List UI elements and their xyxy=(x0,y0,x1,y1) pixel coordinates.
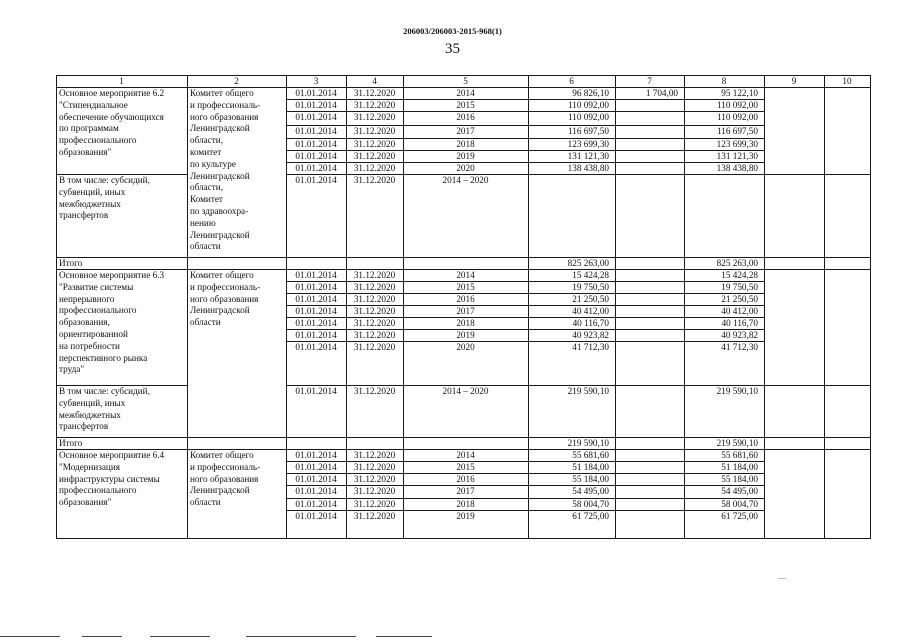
r-date-end: 31.12.2020 xyxy=(353,461,396,472)
r-date-end: 31.12.2020 xyxy=(353,317,396,328)
r-total: 61 725,00 xyxy=(572,510,609,521)
grid-line xyxy=(187,449,188,538)
r-date-end: 31.12.2020 xyxy=(353,510,396,521)
r-year: 2014 xyxy=(456,87,475,98)
executor-line: комитет xyxy=(190,147,222,157)
r-date-start: 01.01.2014 xyxy=(295,162,337,173)
total-value: 825 263,00 xyxy=(716,257,758,268)
executor-line: нению xyxy=(190,217,216,228)
executor-line: по культуре xyxy=(190,158,236,169)
measure-title-line: образования, xyxy=(59,317,110,328)
grid-line xyxy=(615,269,616,449)
measure-title-line: по программам xyxy=(59,123,119,134)
r-year: 2018 xyxy=(456,317,475,328)
grid-line xyxy=(528,75,529,87)
executor-line: и профессиональ- xyxy=(190,281,261,292)
r-total: 110 092,00 xyxy=(567,99,609,110)
total-value: 219 590,10 xyxy=(716,437,758,448)
grid-line xyxy=(403,87,404,269)
r-date-start: 01.01.2014 xyxy=(295,329,337,340)
measure-title-line: инфраструктуры системы xyxy=(59,473,160,484)
r-federal: 1 704,00 xyxy=(645,87,678,98)
grid-line xyxy=(824,449,825,538)
grid-line xyxy=(824,87,825,269)
r-date-start: 01.01.2014 xyxy=(295,473,337,484)
r-total: 41 712,30 xyxy=(572,341,609,352)
measure-title-line: Основное мероприятие 6.3 xyxy=(59,270,165,280)
subsidy-line: субвенций, иных xyxy=(59,186,126,197)
r-total: 110 092,00 xyxy=(567,111,609,122)
measure-title-line: на потребности xyxy=(59,340,120,351)
column-header: 10 xyxy=(842,75,852,86)
measure-title-line: Основное мероприятие 6.2 xyxy=(59,88,165,98)
r-date-end: 31.12.2020 xyxy=(353,99,396,110)
grid-line xyxy=(764,75,765,87)
r-regional: 40 116,70 xyxy=(721,317,758,328)
measure-title-line: "Модернизация xyxy=(59,461,120,472)
r-date-end: 31.12.2020 xyxy=(353,473,396,484)
r-year: 2019 xyxy=(456,510,475,521)
r-date-end: 31.12.2020 xyxy=(353,111,396,122)
r-regional: 55 184,00 xyxy=(721,473,758,484)
r-year: 2014 xyxy=(456,269,475,280)
measure-title-line: обеспечение обучающихся xyxy=(59,111,164,122)
scan-mark xyxy=(778,578,786,579)
r-regional: 54 495,00 xyxy=(721,485,758,496)
executor-line: Комитет общего xyxy=(190,450,254,460)
executor-line: Комитет общего xyxy=(190,270,254,280)
r-regional: 123 699,30 xyxy=(716,138,758,149)
executor-line: Ленинградской xyxy=(190,229,250,240)
executor-line: ного образования xyxy=(190,111,259,122)
r-date-start: 01.01.2014 xyxy=(295,125,337,136)
r-regional: 19 750,50 xyxy=(721,281,758,292)
r-year: 2015 xyxy=(456,461,475,472)
r-total: 55 681,60 xyxy=(572,449,609,460)
executor-line: области xyxy=(190,317,221,328)
r-total: 40 923,82 xyxy=(572,329,609,340)
r-regional: 138 438,80 xyxy=(716,162,758,173)
r-date-end: 31.12.2020 xyxy=(353,125,396,136)
grid-line xyxy=(870,75,871,538)
total-label: Итого xyxy=(59,257,83,268)
subsidy-line: трансфертов xyxy=(59,210,109,221)
executor-line: Ленинградской xyxy=(190,123,250,134)
r-year: 2019 xyxy=(456,150,475,161)
grid-line xyxy=(187,257,188,269)
executor-line: области, xyxy=(190,182,224,193)
executor-line: Ленинградской xyxy=(190,305,250,316)
total-value: 825 263,00 xyxy=(567,257,609,268)
document-id: 206003/206003-2015-968(1) xyxy=(403,26,502,36)
grid-line xyxy=(187,437,188,449)
r-date-end: 31.12.2020 xyxy=(353,305,396,316)
grid-line xyxy=(764,449,765,538)
measure-title-line: труда" xyxy=(59,364,85,375)
subsidy-line: межбюджетных xyxy=(59,198,121,209)
measure-title-line: ориентированной xyxy=(59,329,128,339)
grid-line xyxy=(764,269,765,449)
executor-line: ного образования xyxy=(190,473,259,484)
r-total: 21 250,50 xyxy=(572,293,609,304)
footer-rule xyxy=(150,636,210,637)
r-date-end: 31.12.2020 xyxy=(353,150,396,161)
r-date-start: 01.01.2014 xyxy=(295,281,337,292)
r-date-start: 01.01.2014 xyxy=(295,99,337,110)
r-date-start: 01.01.2014 xyxy=(295,461,337,472)
r-regional: 95 122,10 xyxy=(721,87,758,98)
r-year: 2016 xyxy=(456,473,475,484)
grid-line xyxy=(824,269,825,449)
subsidy-line: субвенций, иных xyxy=(59,397,126,408)
grid-line xyxy=(56,538,871,539)
footer-rule xyxy=(0,636,60,637)
subsidy-r-total: 219 590,10 xyxy=(567,385,609,396)
grid-line xyxy=(528,269,529,449)
column-header: 8 xyxy=(721,75,727,86)
executor-line: Комитет общего xyxy=(190,88,254,98)
r-total: 55 184,00 xyxy=(572,473,609,484)
r-total: 51 184,00 xyxy=(572,461,609,472)
executor-line: и профессиональ- xyxy=(190,461,261,472)
grid-line xyxy=(56,75,57,538)
grid-line xyxy=(187,269,188,437)
grid-line xyxy=(528,449,529,538)
grid-line xyxy=(346,449,347,538)
executor-line: Ленинградской xyxy=(190,170,250,181)
total-label: Итого xyxy=(59,437,83,448)
page-number: 35 xyxy=(445,41,460,57)
executor-line: области xyxy=(190,497,221,508)
r-date-start: 01.01.2014 xyxy=(295,293,337,304)
r-regional: 116 697,50 xyxy=(716,125,758,136)
measure-title-line: профессионального xyxy=(59,305,137,316)
grid-line xyxy=(403,449,404,538)
r-year: 2017 xyxy=(456,305,475,316)
grid-line xyxy=(187,75,188,87)
r-date-start: 01.01.2014 xyxy=(295,87,337,98)
r-date-end: 31.12.2020 xyxy=(353,138,396,149)
measure-title-line: образования" xyxy=(59,497,112,508)
r-total: 15 424,28 xyxy=(572,269,609,280)
grid-line xyxy=(346,75,347,87)
measure-title-line: профессионального xyxy=(59,135,137,146)
subsidy-r-regional: 219 590,10 xyxy=(716,385,758,396)
column-header: 7 xyxy=(647,75,652,86)
grid-line xyxy=(615,87,616,269)
grid-line xyxy=(403,75,404,87)
executor-line: ного образования xyxy=(190,293,259,304)
column-header: 2 xyxy=(234,75,239,86)
r-total: 138 438,80 xyxy=(567,162,609,173)
r-year: 2014 xyxy=(456,449,475,460)
r-year: 2015 xyxy=(456,281,475,292)
r-total: 40 116,70 xyxy=(572,317,609,328)
r-regional: 110 092,00 xyxy=(716,99,758,110)
r-date-end: 31.12.2020 xyxy=(353,269,396,280)
column-header: 4 xyxy=(372,75,377,86)
r-regional: 131 121,30 xyxy=(716,150,758,161)
subsidy-r-date-end: 31.12.2020 xyxy=(353,174,396,185)
r-regional: 51 184,00 xyxy=(721,461,758,472)
r-regional: 40 923,82 xyxy=(721,329,758,340)
grid-line xyxy=(403,269,404,449)
r-date-start: 01.01.2014 xyxy=(295,317,337,328)
r-total: 96 826,10 xyxy=(572,87,609,98)
r-date-end: 31.12.2020 xyxy=(353,485,396,496)
grid-line xyxy=(187,87,188,257)
subsidy-r-date-start: 01.01.2014 xyxy=(295,174,337,185)
r-date-end: 31.12.2020 xyxy=(353,293,396,304)
r-year: 2016 xyxy=(456,111,475,122)
r-year: 2018 xyxy=(456,498,475,509)
r-regional: 15 424,28 xyxy=(721,269,758,280)
subsidy-line: трансфертов xyxy=(59,421,109,432)
column-header: 3 xyxy=(313,75,319,86)
r-regional: 110 092,00 xyxy=(716,111,758,122)
grid-line xyxy=(346,87,347,269)
r-date-end: 31.12.2020 xyxy=(353,341,396,352)
grid-line xyxy=(286,269,287,449)
executor-line: области, xyxy=(190,135,224,146)
grid-line xyxy=(286,87,287,269)
executor-line: области xyxy=(190,241,221,252)
r-regional: 55 681,60 xyxy=(721,449,758,460)
column-header: 6 xyxy=(569,75,574,86)
measure-title-line: непрерывного xyxy=(59,293,115,304)
r-date-start: 01.01.2014 xyxy=(295,498,337,509)
r-year: 2019 xyxy=(456,329,475,340)
r-total: 58 004,70 xyxy=(572,498,609,509)
r-date-start: 01.01.2014 xyxy=(295,269,337,280)
r-year: 2017 xyxy=(456,485,475,496)
grid-line xyxy=(286,75,287,87)
grid-line xyxy=(824,75,825,87)
r-total: 123 699,30 xyxy=(567,138,609,149)
r-regional: 58 004,70 xyxy=(721,498,758,509)
r-regional: 41 712,30 xyxy=(721,341,758,352)
grid-line xyxy=(286,449,287,538)
r-total: 40 412,00 xyxy=(572,305,609,316)
grid-line xyxy=(346,269,347,449)
grid-line xyxy=(684,75,685,87)
r-date-start: 01.01.2014 xyxy=(295,111,337,122)
measure-title-line: "Стипендиальное xyxy=(59,99,128,110)
r-regional: 21 250,50 xyxy=(721,293,758,304)
subsidy-r-date-start: 01.01.2014 xyxy=(295,385,337,396)
executor-line: Ленинградской xyxy=(190,485,250,496)
r-total: 19 750,50 xyxy=(572,281,609,292)
r-year: 2015 xyxy=(456,99,475,110)
measure-title-line: "Развитие системы xyxy=(59,281,134,292)
subsidy-r-year: 2014 – 2020 xyxy=(442,385,489,396)
r-date-end: 31.12.2020 xyxy=(353,449,396,460)
budget-table xyxy=(56,75,870,538)
r-year: 2020 xyxy=(456,162,475,173)
subsidy-r-year: 2014 – 2020 xyxy=(442,174,489,185)
r-date-start: 01.01.2014 xyxy=(295,510,337,521)
footer-rule xyxy=(82,636,122,637)
r-year: 2018 xyxy=(456,138,475,149)
subsidy-line: В том числе: субсидий, xyxy=(59,175,150,185)
column-header: 9 xyxy=(791,75,797,86)
measure-title-line: образования" xyxy=(59,147,112,157)
grid-line xyxy=(615,75,616,87)
grid-line xyxy=(528,87,529,269)
grid-line xyxy=(684,87,685,269)
grid-line xyxy=(684,269,685,449)
r-date-start: 01.01.2014 xyxy=(295,485,337,496)
r-total: 54 495,00 xyxy=(572,485,609,496)
r-total: 116 697,50 xyxy=(567,125,609,136)
measure-title-line: профессионального xyxy=(59,485,137,496)
subsidy-line: В том числе: субсидий, xyxy=(59,386,150,396)
r-date-start: 01.01.2014 xyxy=(295,305,337,316)
executor-line: по здравоохра- xyxy=(190,206,249,216)
r-total: 131 121,30 xyxy=(567,150,609,161)
executor-line: Комитет xyxy=(190,194,223,205)
column-header: 5 xyxy=(463,75,468,86)
r-date-start: 01.01.2014 xyxy=(295,449,337,460)
grid-line xyxy=(684,449,685,538)
r-date-end: 31.12.2020 xyxy=(353,162,396,173)
r-date-start: 01.01.2014 xyxy=(295,341,337,352)
measure-title-line: перспективного рынка xyxy=(59,352,148,363)
executor-line: и профессиональ- xyxy=(190,99,261,110)
r-date-end: 31.12.2020 xyxy=(353,498,396,509)
column-header: 1 xyxy=(119,75,124,86)
footer-rule xyxy=(376,636,432,637)
r-regional: 61 725,00 xyxy=(721,510,758,521)
subsidy-r-date-end: 31.12.2020 xyxy=(353,385,396,396)
r-date-end: 31.12.2020 xyxy=(353,281,396,292)
r-date-start: 01.01.2014 xyxy=(295,150,337,161)
total-value: 219 590,10 xyxy=(567,437,609,448)
subsidy-line: межбюджетных xyxy=(59,409,121,420)
r-date-end: 31.12.2020 xyxy=(353,329,396,340)
r-regional: 40 412,00 xyxy=(721,305,758,316)
r-date-start: 01.01.2014 xyxy=(295,138,337,149)
footer-rule xyxy=(246,636,356,637)
grid-line xyxy=(615,449,616,538)
r-year: 2020 xyxy=(456,341,475,352)
measure-title-line: Основное мероприятие 6.4 xyxy=(59,450,165,460)
r-date-end: 31.12.2020 xyxy=(353,87,396,98)
r-year: 2016 xyxy=(456,293,475,304)
r-year: 2017 xyxy=(456,125,475,136)
grid-line xyxy=(764,87,765,269)
